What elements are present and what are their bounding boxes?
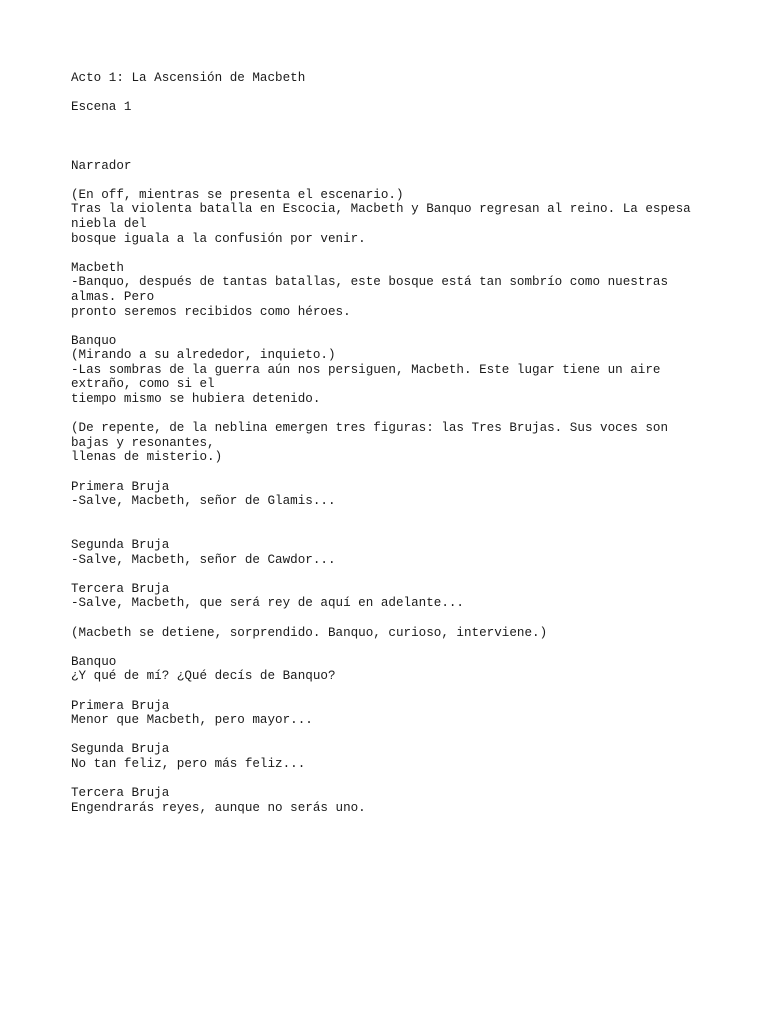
script-block bbox=[71, 786, 711, 815]
dialogue-line: Menor que Macbeth, pero mayor... bbox=[71, 713, 313, 728]
script-block bbox=[71, 480, 711, 509]
stage-direction: bajas y resonantes, bbox=[71, 435, 215, 450]
script-block bbox=[71, 699, 711, 728]
speaker-name: Banquo bbox=[71, 333, 117, 348]
script-block bbox=[71, 334, 711, 407]
dialogue-line: No tan feliz, pero más feliz... bbox=[71, 756, 306, 771]
script-block bbox=[71, 538, 711, 567]
speaker-name: Narrador bbox=[71, 158, 132, 173]
speaker-name: Macbeth bbox=[71, 260, 124, 275]
script-block bbox=[71, 159, 711, 174]
narration-line: bosque iguala a la confusión por venir. bbox=[71, 231, 366, 246]
dialogue-line: -Salve, Macbeth, que será rey de aquí en adelante... bbox=[71, 596, 464, 611]
dialogue-line: almas. Pero bbox=[71, 289, 155, 304]
script-block bbox=[71, 626, 711, 641]
dialogue-line: -Banquo, después de tantas batallas, este bosque está tan sombrío como nuestras bbox=[71, 275, 669, 290]
document-page bbox=[71, 71, 711, 815]
dialogue-line: extraño, como si el bbox=[71, 377, 215, 392]
stage-direction: (De repente, de la neblina emergen tres figuras: las Tres Brujas. Sus voces son bbox=[71, 421, 669, 436]
speaker-name: Tercera Bruja bbox=[71, 786, 170, 801]
speaker-name: Segunda Bruja bbox=[71, 538, 170, 553]
dialogue-line: -Salve, Macbeth, señor de Glamis... bbox=[71, 494, 336, 509]
script-block bbox=[71, 742, 711, 771]
dialogue-line: -Salve, Macbeth, señor de Cawdor... bbox=[71, 552, 336, 567]
script-block bbox=[71, 261, 711, 319]
stage-direction: (Mirando a su alrededor, inquieto.) bbox=[71, 348, 336, 363]
dialogue-line: tiempo mismo se hubiera detenido. bbox=[71, 392, 321, 407]
narration-line: niebla del bbox=[71, 216, 147, 231]
script-block bbox=[71, 188, 711, 246]
script-block bbox=[71, 582, 711, 611]
scene-title: Escena 1 bbox=[71, 100, 132, 115]
speaker-name: Primera Bruja bbox=[71, 479, 170, 494]
speaker-name: Primera Bruja bbox=[71, 698, 170, 713]
script-block bbox=[71, 655, 711, 684]
stage-direction: (En off, mientras se presenta el escenario.) bbox=[71, 187, 404, 202]
dialogue-line: Engendrarás reyes, aunque no serás uno. bbox=[71, 800, 366, 815]
dialogue-line: ¿Y qué de mí? ¿Qué decís de Banquo? bbox=[71, 669, 336, 684]
speaker-name: Banquo bbox=[71, 654, 117, 669]
speaker-name: Segunda Bruja bbox=[71, 742, 170, 757]
stage-direction: (Macbeth se detiene, sorprendido. Banquo, curioso, interviene.) bbox=[71, 625, 548, 640]
act-title: Acto 1: La Ascensión de Macbeth bbox=[71, 71, 306, 85]
dialogue-line: pronto seremos recibidos como héroes. bbox=[71, 304, 351, 319]
script-block bbox=[71, 421, 711, 465]
narration-line: Tras la violenta batalla en Escocia, Macbeth y Banquo regresan al reino. La espesa bbox=[71, 202, 691, 217]
dialogue-line: -Las sombras de la guerra aún nos persiguen, Macbeth. Este lugar tiene un aire bbox=[71, 362, 661, 377]
speaker-name: Tercera Bruja bbox=[71, 581, 170, 596]
stage-direction: llenas de misterio.) bbox=[71, 450, 223, 465]
